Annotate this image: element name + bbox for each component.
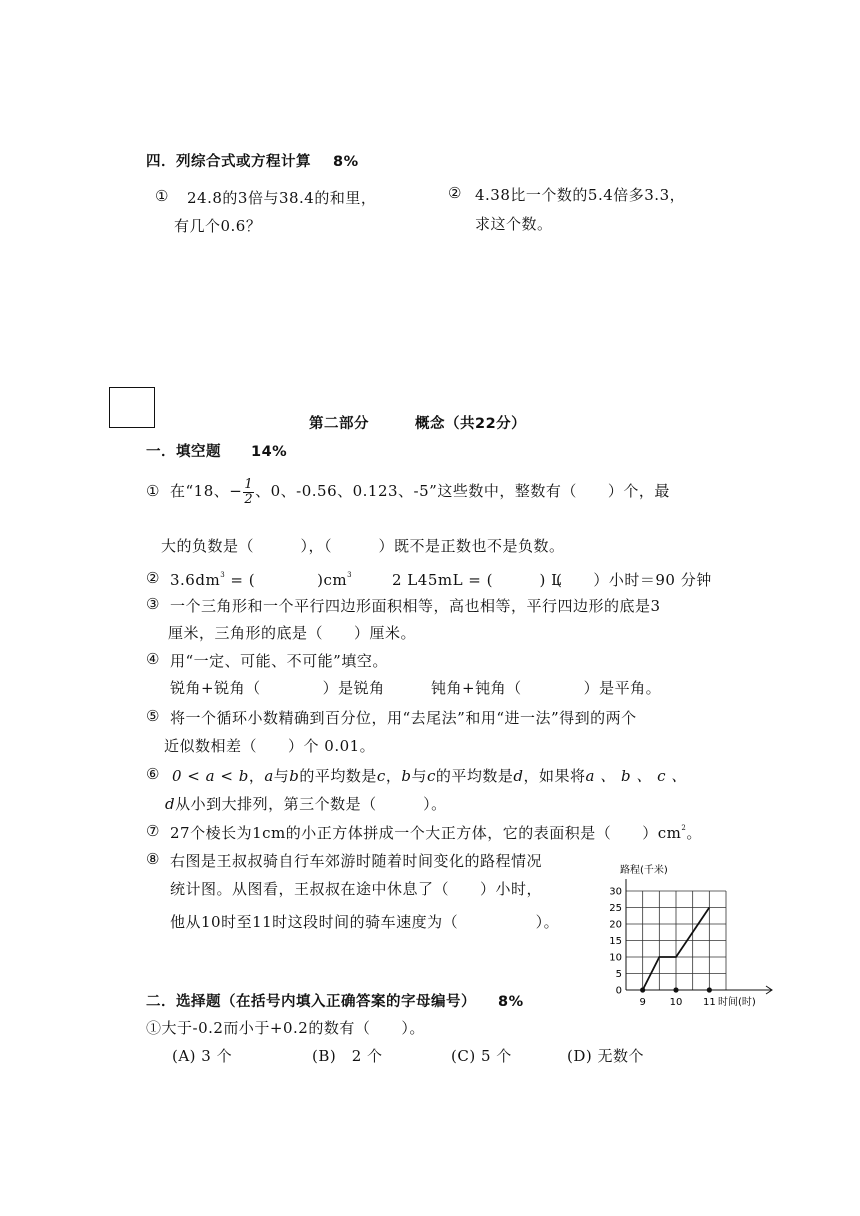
- fill-q2-time: ( ）小时＝90 分钟: [556, 571, 712, 589]
- section4-q1-line2: 有几个0.6？: [174, 217, 262, 235]
- fill-q7-number: ⑦: [146, 822, 160, 840]
- fill-section-title: 一．填空题 14%: [146, 444, 288, 460]
- fill-q8-line2: 统计图。从图看，王叔叔在途中休息了（ ）小时，: [170, 880, 543, 898]
- section4-q1-line1: 24.8的3倍与38.4的和里，: [187, 189, 377, 207]
- part2-title: 第二部分 概念（共22分）: [309, 416, 527, 432]
- fill-q6-line2: d从小到大排列，第三个数是（ ）。: [165, 795, 447, 813]
- fill-q3-number: ③: [146, 595, 160, 613]
- section4-q2-number: ②: [448, 184, 462, 202]
- fill-q2-volume: $3.6dm^3$ = ( )$cm^3$: [170, 571, 353, 589]
- chart-grid: [626, 879, 772, 994]
- fill-q1-line1: 在“18、− $\frac{1}{2}$ 、0、-0.56、0.123、-5”这些数中，整数有（ ）个，最: [170, 476, 670, 507]
- fill-q7-text: 27个棱长为1cm的小正方体拼成一个大正方体，它的表面积是（ ）$cm^2$。: [170, 824, 702, 842]
- choice-option-a[interactable]: (A) 3 个: [172, 1047, 233, 1065]
- fill-q5-number: ⑤: [146, 707, 160, 725]
- fill-q6-line1: 0 < a < b，a与b的平均数是c，b与c的平均数是d，如果将a 、 b 、 c 、: [172, 767, 687, 785]
- chart-y-tick-label: 5: [615, 969, 622, 980]
- chart-y-tick-label: 15: [609, 936, 622, 947]
- fill-q4-acute: 锐角+锐角（ ）是锐角: [170, 679, 385, 697]
- section4-q1-number: ①: [155, 187, 169, 205]
- fill-q1-line2: 大的负数是（ ），（ ）既不是正数也不是负数。: [161, 537, 565, 555]
- choice-q1: ①大于-0.2而小于+0.2的数有（ ）。: [146, 1019, 425, 1037]
- chart-x-tick-label: 11: [702, 997, 716, 1008]
- chart-y-axis-label: 路程(千米): [620, 865, 668, 876]
- section4-q2-line2: 求这个数。: [475, 215, 553, 233]
- chart-y-tick-label: 0: [615, 985, 622, 997]
- section4-title: 四．列综合式或方程计算 8%: [146, 154, 359, 170]
- fill-q5-line1: 将一个循环小数精确到百分位，用“去尾法”和用“进一法”得到的两个: [170, 709, 637, 727]
- choice-option-d[interactable]: (D) 无数个: [567, 1047, 644, 1065]
- fill-q4-number: ④: [146, 650, 160, 668]
- fill-q4-line1: 用“一定、可能、不可能”填空。: [170, 652, 388, 670]
- chart-y-tick-label: 20: [609, 919, 622, 931]
- chart-x-tick-label: 9: [639, 997, 646, 1008]
- fill-q3-line2: 厘米，三角形的底是（ ）厘米。: [168, 624, 417, 642]
- choice-section-title: 二．选择题（在括号内填入正确答案的字母编号） 8%: [146, 994, 524, 1010]
- fill-q4-obtuse: 钝角+钝角（ ）是平角。: [431, 679, 662, 697]
- section4-q2-line1: 4.38比一个数的5.4倍多3.3，: [475, 186, 686, 204]
- fill-q8-line1: 右图是王叔叔骑自行车郊游时随着时间变化的路程情况: [170, 852, 543, 870]
- chart-x-tick-label: 10: [669, 997, 683, 1008]
- chart-x-tick-dot: [707, 987, 712, 992]
- chart-x-tick-dot: [673, 987, 678, 992]
- fill-q3-line1: 一个三角形和一个平行四边形面积相等，高也相等，平行四边形的底是3: [170, 597, 661, 615]
- chart-y-tick-label: 30: [609, 886, 622, 898]
- chart-y-tick-label: 10: [609, 952, 622, 964]
- chart-x-axis-label: 时间(时): [718, 997, 756, 1008]
- fill-q8-line3: 他从10时至11时这段时间的骑车速度为（ ）。: [170, 913, 560, 931]
- score-box: [109, 387, 155, 428]
- fill-q2-number: ②: [146, 569, 160, 587]
- chart-y-tick-label: 25: [609, 903, 622, 914]
- distance-time-chart: [596, 855, 778, 1015]
- fill-q8-number: ⑧: [146, 850, 160, 868]
- fill-q1-number: ①: [146, 482, 160, 500]
- fill-q5-line2: 近似数相差（ ）个 0.01。: [164, 737, 376, 755]
- choice-option-c[interactable]: (C) 5 个: [451, 1047, 512, 1065]
- fill-q6-number: ⑥: [146, 765, 160, 783]
- fraction-one-half: $\frac{1}{2}$: [244, 476, 254, 507]
- choice-option-b[interactable]: (B) 2 个: [312, 1047, 383, 1065]
- fill-q2-capacity: 2 L45mL = ( ) L: [392, 571, 562, 589]
